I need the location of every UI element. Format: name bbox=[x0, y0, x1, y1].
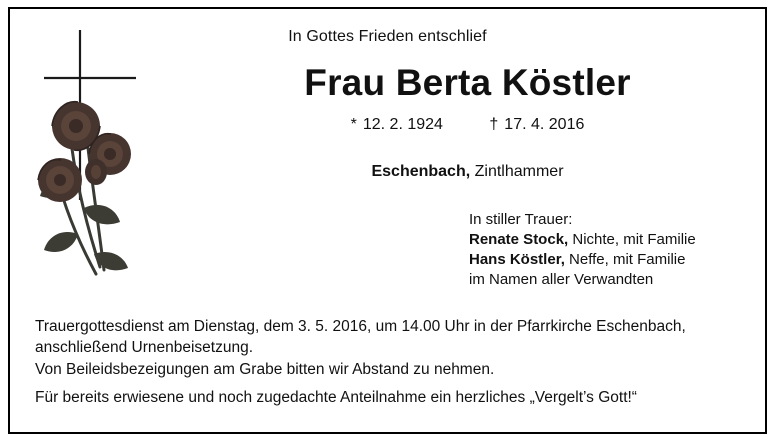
intro-line: In Gottes Frieden entschlief bbox=[288, 28, 487, 45]
deceased-name: Frau Berta Köstler bbox=[304, 62, 631, 103]
birth-date: 12. 2. 1924 bbox=[362, 116, 443, 133]
mourners-block bbox=[469, 210, 696, 290]
mourning-closing: im Namen aller Verwandten bbox=[469, 271, 654, 288]
mourner-2-relation: Neffe, mit Familie bbox=[564, 251, 686, 268]
thanks-note: Für bereits erwiesene und noch zugedachte Anteilnahme ein herzliches „Vergelt’s Gott!“ bbox=[35, 389, 637, 406]
place-district: Zintlhammer bbox=[470, 163, 564, 180]
birth-symbol: * bbox=[350, 116, 357, 133]
service-details: Trauergottesdienst am Dienstag, dem 3. 5. 2016, um 14.00 Uhr in der Pfarrkirche Eschenbach, anschließend Urnenbeisetzung. bbox=[35, 318, 686, 356]
place-line bbox=[180, 163, 755, 181]
mourning-heading: In stiller Trauer: bbox=[469, 211, 573, 228]
place-town: Eschenbach, bbox=[371, 163, 471, 180]
mourner-2 bbox=[469, 250, 696, 270]
condolence-note: Von Beileidsbezeigungen am Grabe bitten wir Abstand zu nehmen. bbox=[35, 361, 495, 378]
life-dates bbox=[180, 116, 755, 134]
mourner-1-relation: Nichte, mit Familie bbox=[568, 231, 696, 248]
mourner-2-name: Hans Köstler, bbox=[469, 251, 565, 268]
death-date: 17. 4. 2016 bbox=[504, 116, 585, 133]
mourner-1 bbox=[469, 230, 696, 250]
death-symbol: † bbox=[489, 116, 499, 133]
cross-with-roses-illustration bbox=[18, 22, 178, 302]
mourner-1-name: Renate Stock, bbox=[469, 231, 569, 248]
